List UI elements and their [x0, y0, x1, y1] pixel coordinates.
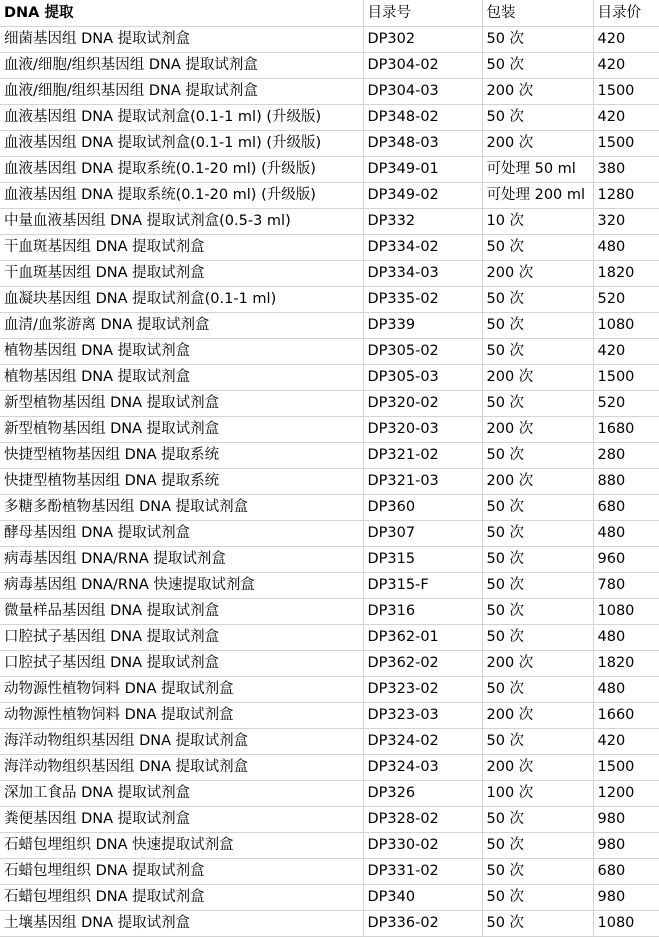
- package-cell: 200 次: [482, 131, 593, 157]
- product-name-cell: 干血斑基因组 DNA 提取试剂盒: [0, 261, 363, 287]
- product-name-cell: 微量样品基因组 DNA 提取试剂盒: [0, 599, 363, 625]
- price-cell: 380: [593, 157, 659, 183]
- price-cell: 1080: [593, 599, 659, 625]
- catalog-number-cell: DP315-F: [363, 573, 482, 599]
- price-cell: 1680: [593, 417, 659, 443]
- header-product-name: DNA 提取: [0, 0, 363, 27]
- product-name-cell: 石蜡包埋组织 DNA 提取试剂盒: [0, 859, 363, 885]
- catalog-number-cell: DP321-03: [363, 469, 482, 495]
- price-cell: 420: [593, 729, 659, 755]
- price-cell: 980: [593, 885, 659, 911]
- product-name-cell: 血液基因组 DNA 提取试剂盒(0.1-1 ml) (升级版): [0, 105, 363, 131]
- price-cell: 480: [593, 677, 659, 703]
- product-name-cell: 干血斑基因组 DNA 提取试剂盒: [0, 235, 363, 261]
- table-row: [0, 677, 659, 703]
- table-row: [0, 417, 659, 443]
- table-row: [0, 183, 659, 209]
- catalog-number-cell: DP320-03: [363, 417, 482, 443]
- catalog-number-cell: DP321-02: [363, 443, 482, 469]
- package-cell: 50 次: [482, 677, 593, 703]
- product-name-cell: 深加工食品 DNA 提取试剂盒: [0, 781, 363, 807]
- catalog-number-cell: DP330-02: [363, 833, 482, 859]
- product-name-cell: 病毒基因组 DNA/RNA 提取试剂盒: [0, 547, 363, 573]
- table-row: [0, 521, 659, 547]
- table-row: [0, 859, 659, 885]
- catalog-number-cell: DP315: [363, 547, 482, 573]
- catalog-number-cell: DP349-01: [363, 157, 482, 183]
- package-cell: 50 次: [482, 287, 593, 313]
- package-cell: 200 次: [482, 79, 593, 105]
- package-cell: 100 次: [482, 781, 593, 807]
- package-cell: 200 次: [482, 703, 593, 729]
- price-cell: 480: [593, 235, 659, 261]
- package-cell: 可处理 200 ml: [482, 183, 593, 209]
- price-cell: 1500: [593, 755, 659, 781]
- table-row: [0, 27, 659, 53]
- package-cell: 50 次: [482, 729, 593, 755]
- package-cell: 50 次: [482, 235, 593, 261]
- price-cell: 1500: [593, 131, 659, 157]
- table-row: [0, 807, 659, 833]
- table-row: [0, 651, 659, 677]
- product-name-cell: 土壤基因组 DNA 提取试剂盒: [0, 911, 363, 937]
- table-row: [0, 911, 659, 937]
- table-row: [0, 703, 659, 729]
- product-name-cell: 血液基因组 DNA 提取系统(0.1-20 ml) (升级版): [0, 157, 363, 183]
- catalog-number-cell: DP334-03: [363, 261, 482, 287]
- package-cell: 50 次: [482, 573, 593, 599]
- price-cell: 1500: [593, 365, 659, 391]
- table-row: [0, 469, 659, 495]
- table-row: [0, 365, 659, 391]
- catalog-number-cell: DP305-03: [363, 365, 482, 391]
- price-cell: 680: [593, 859, 659, 885]
- product-name-cell: 血清/血浆游离 DNA 提取试剂盒: [0, 313, 363, 339]
- product-name-cell: 石蜡包埋组织 DNA 快速提取试剂盒: [0, 833, 363, 859]
- catalog-number-cell: DP340: [363, 885, 482, 911]
- package-cell: 200 次: [482, 755, 593, 781]
- price-cell: 320: [593, 209, 659, 235]
- product-name-cell: 海洋动物组织基因组 DNA 提取试剂盒: [0, 729, 363, 755]
- package-cell: 200 次: [482, 651, 593, 677]
- price-cell: 280: [593, 443, 659, 469]
- catalog-number-cell: DP360: [363, 495, 482, 521]
- package-cell: 200 次: [482, 261, 593, 287]
- table-header: [0, 0, 659, 27]
- catalog-number-cell: DP332: [363, 209, 482, 235]
- catalog-number-cell: DP339: [363, 313, 482, 339]
- catalog-number-cell: DP304-03: [363, 79, 482, 105]
- package-cell: 50 次: [482, 833, 593, 859]
- package-cell: 50 次: [482, 105, 593, 131]
- catalog-number-cell: DP362-01: [363, 625, 482, 651]
- catalog-number-cell: DP323-02: [363, 677, 482, 703]
- package-cell: 50 次: [482, 339, 593, 365]
- table-row: [0, 443, 659, 469]
- package-cell: 可处理 50 ml: [482, 157, 593, 183]
- package-cell: 50 次: [482, 495, 593, 521]
- price-cell: 520: [593, 391, 659, 417]
- product-name-cell: 血液/细胞/组织基因组 DNA 提取试剂盒: [0, 79, 363, 105]
- product-name-cell: 新型植物基因组 DNA 提取试剂盒: [0, 391, 363, 417]
- price-cell: 880: [593, 469, 659, 495]
- catalog-number-cell: DP316: [363, 599, 482, 625]
- product-name-cell: 石蜡包埋组织 DNA 提取试剂盒: [0, 885, 363, 911]
- package-cell: 10 次: [482, 209, 593, 235]
- product-name-cell: 动物源性植物饲料 DNA 提取试剂盒: [0, 703, 363, 729]
- product-name-cell: 血凝块基因组 DNA 提取试剂盒(0.1-1 ml): [0, 287, 363, 313]
- price-cell: 680: [593, 495, 659, 521]
- product-name-cell: 动物源性植物饲料 DNA 提取试剂盒: [0, 677, 363, 703]
- catalog-number-cell: DP304-02: [363, 53, 482, 79]
- table-row: [0, 53, 659, 79]
- package-cell: 50 次: [482, 53, 593, 79]
- product-name-cell: 口腔拭子基因组 DNA 提取试剂盒: [0, 625, 363, 651]
- product-name-cell: 快捷型植物基因组 DNA 提取系统: [0, 469, 363, 495]
- price-cell: 520: [593, 287, 659, 313]
- table-row: [0, 339, 659, 365]
- header-row: [0, 0, 659, 27]
- price-cell: 1280: [593, 183, 659, 209]
- price-cell: 420: [593, 105, 659, 131]
- table-row: [0, 833, 659, 859]
- price-cell: 1660: [593, 703, 659, 729]
- table-row: [0, 157, 659, 183]
- product-name-cell: 血液/细胞/组织基因组 DNA 提取试剂盒: [0, 53, 363, 79]
- price-cell: 960: [593, 547, 659, 573]
- package-cell: 200 次: [482, 365, 593, 391]
- product-name-cell: 酵母基因组 DNA 提取试剂盒: [0, 521, 363, 547]
- table-row: [0, 287, 659, 313]
- table-row: [0, 599, 659, 625]
- package-cell: 50 次: [482, 27, 593, 53]
- table-row: [0, 885, 659, 911]
- product-name-cell: 血液基因组 DNA 提取试剂盒(0.1-1 ml) (升级版): [0, 131, 363, 157]
- catalog-number-cell: DP334-02: [363, 235, 482, 261]
- catalog-number-cell: DP320-02: [363, 391, 482, 417]
- table-row: [0, 105, 659, 131]
- product-name-cell: 海洋动物组织基因组 DNA 提取试剂盒: [0, 755, 363, 781]
- price-cell: 1080: [593, 911, 659, 937]
- table-row: [0, 209, 659, 235]
- catalog-number-cell: DP323-03: [363, 703, 482, 729]
- price-cell: 420: [593, 339, 659, 365]
- price-cell: 780: [593, 573, 659, 599]
- product-name-cell: 口腔拭子基因组 DNA 提取试剂盒: [0, 651, 363, 677]
- catalog-number-cell: DP336-02: [363, 911, 482, 937]
- price-cell: 980: [593, 807, 659, 833]
- table-row: [0, 79, 659, 105]
- product-name-cell: 快捷型植物基因组 DNA 提取系统: [0, 443, 363, 469]
- catalog-number-cell: DP305-02: [363, 339, 482, 365]
- package-cell: 50 次: [482, 911, 593, 937]
- table-row: [0, 729, 659, 755]
- price-cell: 1080: [593, 313, 659, 339]
- package-cell: 50 次: [482, 521, 593, 547]
- price-cell: 420: [593, 27, 659, 53]
- package-cell: 50 次: [482, 599, 593, 625]
- header-package: 包装: [482, 0, 593, 27]
- catalog-number-cell: DP328-02: [363, 807, 482, 833]
- catalog-number-cell: DP362-02: [363, 651, 482, 677]
- product-name-cell: 多糖多酚植物基因组 DNA 提取试剂盒: [0, 495, 363, 521]
- table-row: [0, 781, 659, 807]
- catalog-number-cell: DP307: [363, 521, 482, 547]
- price-cell: 1820: [593, 651, 659, 677]
- package-cell: 200 次: [482, 469, 593, 495]
- header-price: 目录价: [593, 0, 659, 27]
- product-name-cell: 血液基因组 DNA 提取系统(0.1-20 ml) (升级版): [0, 183, 363, 209]
- table-row: [0, 547, 659, 573]
- table-row: [0, 313, 659, 339]
- table-row: [0, 755, 659, 781]
- package-cell: 50 次: [482, 625, 593, 651]
- catalog-number-cell: DP348-02: [363, 105, 482, 131]
- package-cell: 50 次: [482, 807, 593, 833]
- price-cell: 1500: [593, 79, 659, 105]
- product-name-cell: 新型植物基因组 DNA 提取试剂盒: [0, 417, 363, 443]
- price-cell: 1820: [593, 261, 659, 287]
- package-cell: 50 次: [482, 859, 593, 885]
- price-cell: 980: [593, 833, 659, 859]
- package-cell: 50 次: [482, 391, 593, 417]
- product-name-cell: 病毒基因组 DNA/RNA 快速提取试剂盒: [0, 573, 363, 599]
- product-name-cell: 植物基因组 DNA 提取试剂盒: [0, 365, 363, 391]
- table-row: [0, 495, 659, 521]
- price-cell: 480: [593, 625, 659, 651]
- table-body: [0, 27, 659, 937]
- catalog-number-cell: DP324-03: [363, 755, 482, 781]
- table-row: [0, 573, 659, 599]
- catalog-number-cell: DP326: [363, 781, 482, 807]
- price-cell: 1200: [593, 781, 659, 807]
- table-row: [0, 235, 659, 261]
- package-cell: 50 次: [482, 443, 593, 469]
- product-name-cell: 粪便基因组 DNA 提取试剂盒: [0, 807, 363, 833]
- catalog-number-cell: DP349-02: [363, 183, 482, 209]
- catalog-number-cell: DP302: [363, 27, 482, 53]
- price-cell: 480: [593, 521, 659, 547]
- table-row: [0, 261, 659, 287]
- header-catalog-number: 目录号: [363, 0, 482, 27]
- product-name-cell: 细菌基因组 DNA 提取试剂盒: [0, 27, 363, 53]
- table-row: [0, 625, 659, 651]
- catalog-number-cell: DP324-02: [363, 729, 482, 755]
- catalog-number-cell: DP335-02: [363, 287, 482, 313]
- package-cell: 200 次: [482, 417, 593, 443]
- product-name-cell: 中量血液基因组 DNA 提取试剂盒(0.5-3 ml): [0, 209, 363, 235]
- package-cell: 50 次: [482, 547, 593, 573]
- catalog-number-cell: DP331-02: [363, 859, 482, 885]
- product-name-cell: 植物基因组 DNA 提取试剂盒: [0, 339, 363, 365]
- package-cell: 50 次: [482, 885, 593, 911]
- table-row: [0, 131, 659, 157]
- catalog-number-cell: DP348-03: [363, 131, 482, 157]
- package-cell: 50 次: [482, 313, 593, 339]
- table-row: [0, 391, 659, 417]
- price-cell: 420: [593, 53, 659, 79]
